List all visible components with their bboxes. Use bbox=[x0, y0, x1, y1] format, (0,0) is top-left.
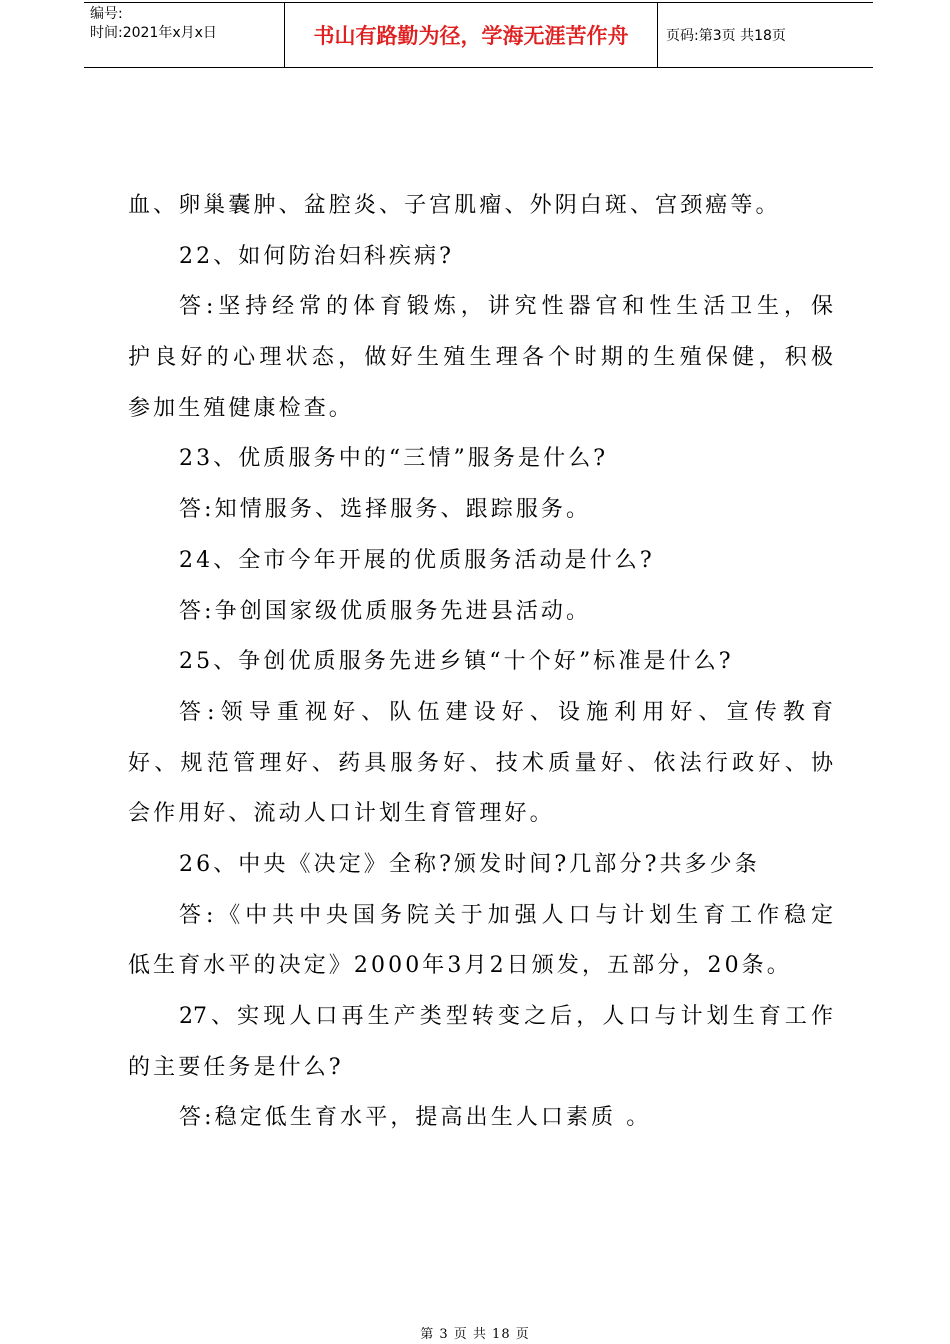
header-meta-cell bbox=[84, 3, 285, 67]
body-line: 答:坚持经常的体育锻炼，讲究性器官和性生活卫生，保 bbox=[179, 294, 833, 320]
body-line: 答:《中共中央国务院关于加强人口与计划生育工作稳定 bbox=[179, 902, 833, 928]
header-page-info: 页码:第3页 共18页 bbox=[666, 28, 786, 44]
body-line: 的主要任务是什么? bbox=[128, 1054, 344, 1080]
body-line: 参加生殖健康检查。 bbox=[128, 395, 354, 421]
body-line: 23、优质服务中的“三情”服务是什么? bbox=[179, 446, 609, 472]
document-body bbox=[128, 181, 833, 1144]
header-number-label: 编号: bbox=[90, 6, 123, 22]
body-line: 答:领导重视好、队伍建设好、设施利用好、宣传教育 bbox=[179, 699, 833, 725]
body-line: 低生育水平的决定》2000年3月2日颁发，五部分，20条。 bbox=[128, 953, 792, 979]
body-line: 22、如何防治妇科疾病? bbox=[179, 243, 454, 269]
body-line: 血、卵巢囊肿、盆腔炎、子宫肌瘤、外阴白斑、宫颈癌等。 bbox=[128, 193, 781, 218]
body-line: 24、全市今年开展的优质服务活动是什么? bbox=[179, 547, 655, 573]
body-line: 好、规范管理好、药具服务好、技术质量好、依法行政好、协 bbox=[128, 750, 833, 776]
body-line: 会作用好、流动人口计划生育管理好。 bbox=[128, 801, 555, 827]
page-footer: 第 3 页 共 18 页 bbox=[420, 1327, 530, 1342]
body-line: 答:知情服务、选择服务、跟踪服务。 bbox=[179, 497, 592, 523]
header-time-label: 时间:2021年x月x日 bbox=[90, 25, 217, 41]
body-line: 答:争创国家级优质服务先进县活动。 bbox=[179, 598, 592, 624]
body-line: 27、实现人口再生产类型转变之后，人口与计划生育工作 bbox=[179, 1004, 833, 1029]
body-line: 护良好的心理状态，做好生殖生理各个时期的生殖保健，积极 bbox=[128, 345, 833, 371]
body-line: 25、争创优质服务先进乡镇“十个好”标准是什么? bbox=[179, 649, 734, 675]
body-line: 答:稳定低生育水平，提高出生人口素质 。 bbox=[179, 1105, 652, 1131]
body-line: 26、中央《决定》全称?颁发时间?几部分?共多少条 bbox=[179, 851, 760, 877]
page-header bbox=[84, 2, 873, 68]
header-motto: 书山有路勤为径，学海无涯苦作舟 bbox=[285, 3, 658, 67]
